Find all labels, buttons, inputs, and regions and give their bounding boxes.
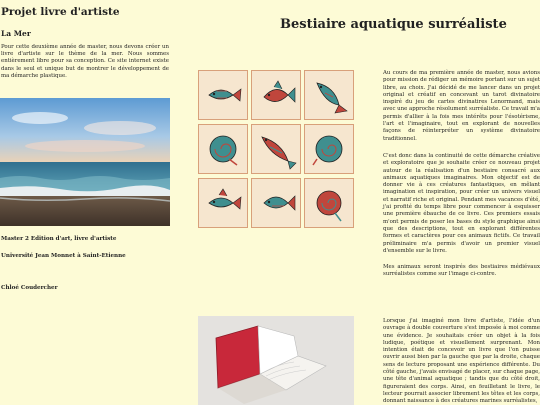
fish-card: [198, 178, 248, 228]
meta-author: Chloé Coudercher: [1, 285, 58, 291]
section-title: La Mer: [1, 29, 31, 38]
paragraph-bestiaire: C'est donc dans la continuité de cette démarche créative et exploratoire que je souhaite créer ce nouveau projet autour de la réalisation d'un bestiaire consacré aux animaux aquatiques imaginaires. Mon objectif est de donner vie à ces créatures fantastiques, en mêlant imagination et inspiration, pour créer un univers visuel et narratif riche et original. Pendant mes vacances d'été, j'ai profité du temps libre pour commencer à esquisser une première ébauche de ce livre. Ces premiers essais m'ont permis de poser les bases du style graphique ainsi que des descriptions, tout en explorant différentes formes et caractères pour ces animaux fictifs. Ce travail préliminaire m'a permis d'avoir un premier visuel d'ensemble sur le livre.: [383, 153, 540, 254]
paragraph-inspiration: Mes animaux seront inspirés des bestiaires médiévaux surréalistes comme sur l'image ci-contre.: [383, 264, 540, 278]
fish-card: [304, 70, 354, 120]
main-title: Bestiaire aquatique surréaliste: [280, 17, 507, 32]
meta-university: Université Jean Monnet à Saint-Etienne: [1, 253, 126, 259]
creature-cards-image: [198, 70, 354, 228]
shell-card: [304, 178, 354, 228]
fish-card: [251, 178, 301, 228]
shell-card: [198, 124, 248, 174]
paragraph-memoire: Au cours de ma première année de master, nous avions pour mission de rédiger un mémoire portant sur un sujet libre, au choix. J'ai décidé de me lancer dans un projet original et créatif en concevant un tarot divinatoire inspiré du jeu de cartes divinatires Lenormand, mais avec une approche résolument surréaliste. Ce travail m'a permis d'allier à la fois mes intérêts pour l'ésotérisme, l'art et l'imaginaire, tout en explorant de nouvelles façons de réinterpréter un système divinatoire traditionnel.: [383, 70, 540, 142]
sea-photo: [0, 98, 170, 226]
paragraph-double-couverture: Lorsque j'ai imaginé mon livre d'artiste, l'idée d'un ouvrage à double couverture s'est imposée à moi comme une évidence. Je souhaitais créer un objet à la fois ludique, poétique et visuellement surprenant. Mon intention était de concevoir un livre que l'on puisse ouvrir aussi bien par la gauche que par la droite, chaque sens de lecture proposant une expérience différente. Du côté gauche, j'avais envisagé de placer, sur chaque page, une tête d'animal aquatique ; tandis que du côté droit, figureraient des corps. Ainsi, en feuilletant le livre, le lecteur pourrait associer librement les têtes et les corps, donnant naissance à des créatures marines surréalistes,: [383, 318, 540, 405]
book-photo: [198, 316, 354, 405]
fish-card: [251, 124, 301, 174]
meta-master: Master 2 Edition d'art, livre d'artiste: [1, 236, 117, 242]
fish-card: [251, 70, 301, 120]
shell-card: [304, 124, 354, 174]
intro-text: Pour cette deuxième année de master, nous devons créer un livre d'artiste sur le thème de la mer. Nous sommes entièrement libre pour sa conception. Ce site internet existe dans le seul et unique but de montrer le développement de ma démarche plastique.: [1, 44, 169, 79]
site-title: Projet livre d'artiste: [1, 6, 120, 18]
fish-card: [198, 70, 248, 120]
